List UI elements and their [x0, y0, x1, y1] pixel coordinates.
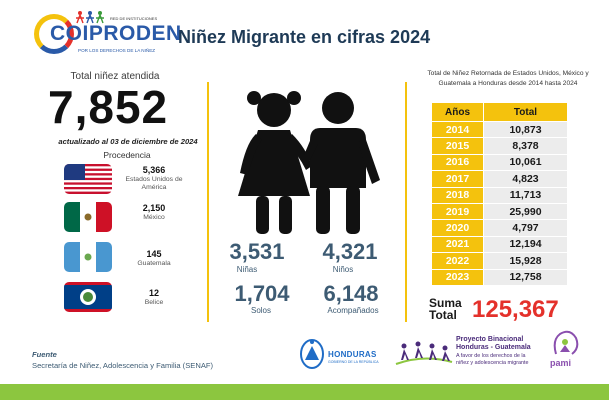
alone-value: 1,704	[234, 281, 290, 306]
year-cell: 2020	[432, 220, 484, 236]
origin-value: 145	[146, 249, 162, 259]
year-cell: 2022	[432, 253, 484, 269]
year-cell: 2017	[432, 171, 484, 187]
returns-table	[431, 102, 568, 286]
usa-flag-icon	[64, 164, 112, 194]
pami-wordmark: pami	[550, 358, 572, 368]
sum-value: 125,367	[472, 296, 559, 323]
proyecto-title-line-2: Honduras - Guatemala	[456, 344, 531, 351]
origin-row-mexico	[64, 202, 204, 234]
total-cell: 12,758	[484, 269, 568, 285]
table-row	[432, 220, 568, 236]
sum-label	[429, 297, 462, 321]
logo-tagline: POR LOS DERECHOS DE LA NIÑEZ	[78, 48, 156, 53]
table-row	[432, 269, 568, 285]
table-row	[432, 236, 568, 252]
origin-country: Estados Unidos de América	[125, 176, 183, 191]
total-label: Total niñez atendida	[70, 71, 160, 82]
origin-country: Belice	[144, 299, 164, 306]
origin-value: 5,366	[142, 165, 166, 175]
year-cell: 2018	[432, 187, 484, 203]
total-cell: 4,823	[484, 171, 568, 187]
table-row	[432, 253, 568, 269]
total-cell: 12,194	[484, 236, 568, 252]
logo-wordmark: COIPRODEN	[50, 22, 182, 45]
boys-label: Niños	[332, 265, 354, 274]
honduras-emblem-icon	[298, 336, 326, 372]
origin-title: Procedencia	[103, 150, 151, 160]
proyecto-binacional-logo	[394, 334, 544, 374]
proyecto-title	[456, 336, 531, 352]
children-running-icon	[394, 338, 454, 368]
total-cell: 8,378	[484, 138, 568, 154]
table-title: Total de Niñez Retornada de Estados Unidos, México y Guatemala a Honduras desde 2014 hasta 2024	[427, 70, 589, 87]
table-row	[432, 122, 568, 138]
pami-emblem-icon	[548, 330, 582, 358]
col-header-total: Total	[484, 103, 568, 122]
page-title: Niñez Migrante en cifras 2024	[178, 27, 431, 47]
table-row	[432, 171, 568, 187]
total-cell: 10,061	[484, 154, 568, 170]
year-cell: 2019	[432, 203, 484, 219]
bottom-bar	[0, 384, 609, 400]
origin-value: 2,150	[142, 203, 166, 213]
total-cell: 4,797	[484, 220, 568, 236]
year-cell: 2014	[432, 122, 484, 138]
origin-value: 12	[148, 288, 159, 298]
table-row	[432, 187, 568, 203]
origin-country: México	[143, 214, 165, 221]
total-cell: 15,928	[484, 253, 568, 269]
girls-label: Niñas	[236, 265, 258, 274]
source-title: Fuente	[32, 350, 57, 359]
table-row	[432, 154, 568, 170]
honduras-logo	[298, 336, 382, 372]
honduras-subtext: GOBIERNO DE LA REPÚBLICA	[328, 360, 379, 364]
origin-row-belize	[64, 282, 204, 314]
boys-value: 4,321	[322, 239, 378, 264]
total-cell: 25,990	[484, 203, 568, 219]
divider-right	[405, 82, 407, 322]
year-cell: 2016	[432, 154, 484, 170]
honduras-wordmark: HONDURAS	[328, 350, 377, 359]
table-row	[432, 203, 568, 219]
year-cell: 2023	[432, 269, 484, 285]
belize-flag-icon	[64, 282, 112, 312]
origin-row-guatemala	[64, 242, 204, 274]
children-icon	[226, 88, 386, 238]
accompanied-value: 6,148	[323, 281, 379, 306]
sum-label-line-2: Total	[429, 308, 457, 322]
mexico-flag-icon	[64, 202, 112, 232]
logo-top-text: RED DE INSTITUCIONES	[110, 16, 158, 21]
sum-label-line-1: Suma	[429, 296, 462, 310]
total-cell: 10,873	[484, 122, 568, 138]
table-header-row	[432, 103, 568, 122]
guatemala-flag-icon	[64, 242, 112, 272]
year-cell: 2021	[432, 236, 484, 252]
table-row	[432, 138, 568, 154]
total-value: 7,852	[48, 81, 169, 133]
col-header-year: Años	[432, 103, 484, 122]
proyecto-title-line-1: Proyecto Binacional	[456, 336, 524, 343]
proyecto-sub-line-1: A favor de los derechos de la	[456, 353, 526, 359]
coiproden-logo	[34, 8, 182, 60]
origin-country: Guatemala	[137, 260, 171, 267]
year-cell: 2015	[432, 138, 484, 154]
proyecto-sub-line-2: niñez y adolescencia migrante	[456, 359, 529, 366]
total-cell: 11,713	[484, 187, 568, 203]
source-text: Secretaría de Niñez, Adolescencia y Familia (SENAF)	[32, 361, 214, 370]
proyecto-subtitle	[456, 353, 529, 366]
top-bar	[0, 0, 609, 6]
girls-value: 3,531	[229, 239, 285, 264]
accompanied-label: Acompañados	[327, 306, 379, 315]
alone-label: Solos	[250, 306, 271, 315]
origin-row-usa	[64, 164, 204, 196]
updated-date: actualizado al 03 de diciembre de 2024	[58, 137, 198, 146]
divider-left	[207, 82, 209, 322]
pami-logo	[548, 330, 582, 370]
